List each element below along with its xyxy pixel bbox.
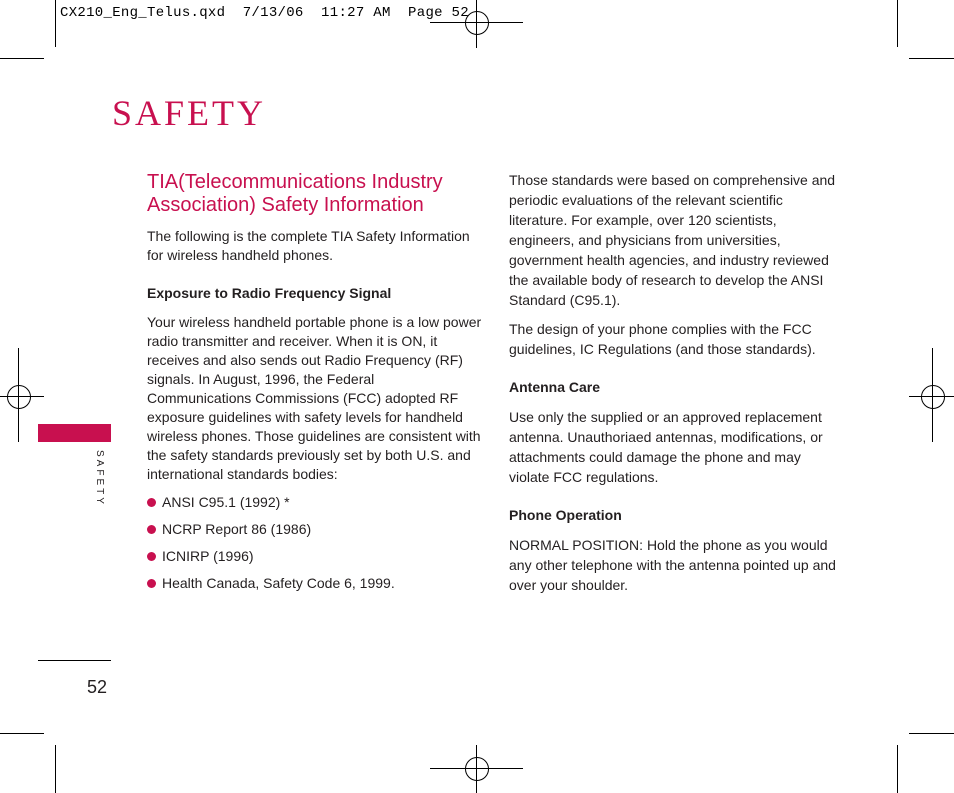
page-title: SAFETY xyxy=(112,93,267,133)
phone-operation-heading: Phone Operation xyxy=(509,507,622,523)
section-heading-line1: TIA(Telecommunications Industry xyxy=(147,171,443,193)
design-paragraph: The design of your phone complies with the FCC guidelines, IC Regulations (and those standards). xyxy=(509,321,816,357)
antenna-care-paragraph: Use only the supplied or an approved replacement antenna. Unauthoriaed antennas, modifications, or attachments could damage the phone and may violate FCC regulations. xyxy=(509,409,823,485)
list-item-text: ICNIRP (1996) xyxy=(162,548,254,564)
section-side-label: SAFETY xyxy=(94,450,105,507)
bullet-icon xyxy=(147,579,156,588)
list-item-text: ANSI C95.1 (1992) * xyxy=(162,494,290,510)
exposure-heading: Exposure to Radio Frequency Signal xyxy=(147,285,392,301)
list-item-text: NCRP Report 86 (1986) xyxy=(162,521,312,537)
list-item xyxy=(147,493,482,512)
printer-slug: CX210_Eng_Telus.qxd 7/13/06 11:27 AM Page 52 xyxy=(60,5,469,21)
bullet-icon xyxy=(147,525,156,534)
page-number: 52 xyxy=(87,677,108,697)
list-item xyxy=(147,547,482,566)
antenna-care-heading: Antenna Care xyxy=(509,379,601,395)
list-item xyxy=(147,574,482,593)
bullet-icon xyxy=(147,498,156,507)
list-item-text: Health Canada, Safety Code 6, 1999. xyxy=(162,575,395,591)
section-heading-line2: Association) Safety Information xyxy=(147,194,424,216)
section-heading xyxy=(147,171,482,217)
footer-rule xyxy=(38,660,111,661)
phone-operation-paragraph: NORMAL POSITION: Hold the phone as you would any other telephone with the antenna pointed up and over your shoulder. xyxy=(509,537,836,593)
exposure-paragraph: Your wireless handheld portable phone is a low power radio transmitter and receiver. When it is ON, it receives and also sends out Radio Frequency (RF) signals. In August, 1996, the Federal Communications Commissions (FCC) adopted RF exposure guidelines with safety levels for handheld wireless phones. Those guidelines are consistent with the safety standards previously set by both U.S. and international standards bodies: xyxy=(147,314,482,482)
intro-paragraph: The following is the complete TIA Safety Information for wireless handheld phones. xyxy=(147,228,470,263)
list-item xyxy=(147,520,482,539)
section-tab-bar xyxy=(38,424,111,442)
right-column xyxy=(509,170,844,595)
left-column xyxy=(147,171,482,601)
standards-list xyxy=(147,493,482,593)
standards-paragraph: Those standards were based on comprehensive and periodic evaluations of the relevant scientific literature. For example, over 120 scientists, engineers, and physicians from universities, government health agencies, and industry reviewed the available body of research to develop the ANSI Standard (C95.1). xyxy=(509,172,836,308)
bullet-icon xyxy=(147,552,156,561)
